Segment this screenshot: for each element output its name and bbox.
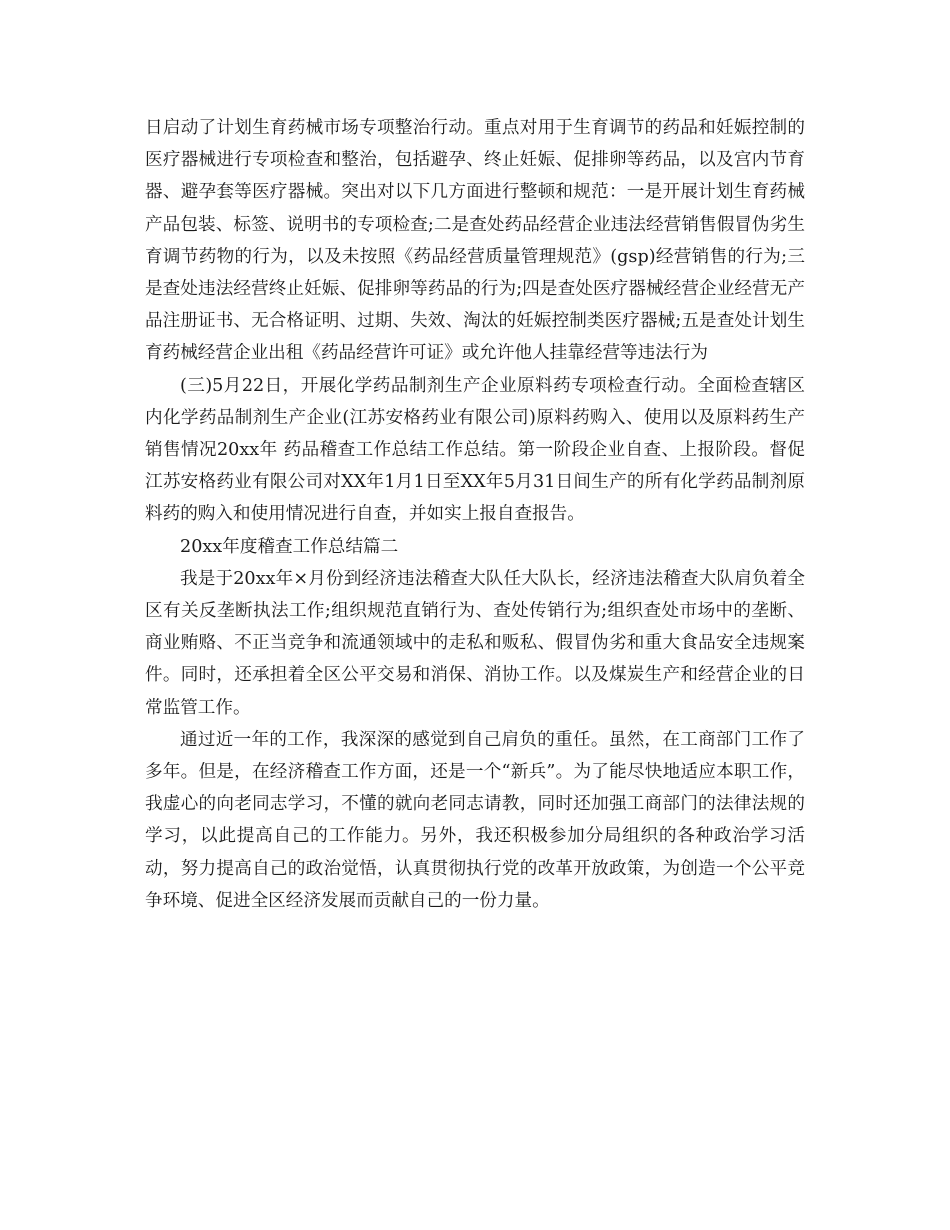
paragraph-reflection: 通过近一年的工作，我深深的感觉到自己肩负的重任。虽然，在工商部门工作了多年。但是，在经济稽查工作方面，还是一个“新兵”。为了能尽快地适应本职工作，我虚心的向老同志学习，不懂的就向老同志请教，同时还加强工商部门的法律法规的学习，以此提高自己的工作能力。另外，我还积极参加分局组织的各种政治学习活动，努力提高自己的政治觉悟，认真贯彻执行党的改革开放政策，为创造一个公平竞争环境、促进全区经济发展而贡献自己的一份力量。 xyxy=(145,729,805,911)
paragraph-role-description: 我是于20xx年×月份到经济违法稽查大队任大队长，经济违法稽查大队肩负着全区有关反垄断执法工作;组织规范直销行为、查处传销行为;组织查处市场中的垄断、商业贿赂、不正当竞争和流通领域中的走私和贩私、假冒伪劣和重大食品安全违规案件。同时，还承担着全区公平交易和消保、消协工作。以及煤炭生产和经营企业的日常监管工作。 xyxy=(145,568,805,718)
paragraph-continuation: 日启动了计划生育药械市场专项整治行动。重点对用于生育调节的药品和妊娠控制的医疗器械进行专项检查和整治，包括避孕、终止妊娠、促排卵等药品，以及宫内节育器、避孕套等医疗器械。突出对以下几方面进行整顿和规范：一是开展计划生育药械产品包装、标签、说明书的专项检查;二是查处药品经营企业违法经营销售假冒伪劣生育调节药物的行为，以及未按照《药品经营质量管理规范》(gsp)经营销售的行为;三是查处违法经营终止妊娠、促排卵等药品的行为;四是查处医疗器械经营企业经营无产品注册证书、无合格证明、过期、失效、淘汰的妊娠控制类医疗器械;五是查处计划生育药械经营企业出租《药品经营许可证》或允许他人挂靠经营等违法行为 xyxy=(145,118,805,364)
document-page xyxy=(145,112,805,917)
section-heading: 20xx年度稽查工作总结篇二 xyxy=(180,536,399,557)
paragraph-inspection-action: (三)5月22日，开展化学药品制剂生产企业原料药专项检查行动。全面检查辖区内化学药品制剂生产企业(江苏安格药业有限公司)原料药购入、使用以及原料药生产销售情况20xx年 药品稽查工作总结工作总结。第一阶段企业自查、上报阶段。督促江苏安格药业有限公司对XX年1月1日至XX年5月31日间生产的所有化学药品制剂原料药的购入和使用情况进行自查，并如实上报自查报告。 xyxy=(145,375,805,525)
